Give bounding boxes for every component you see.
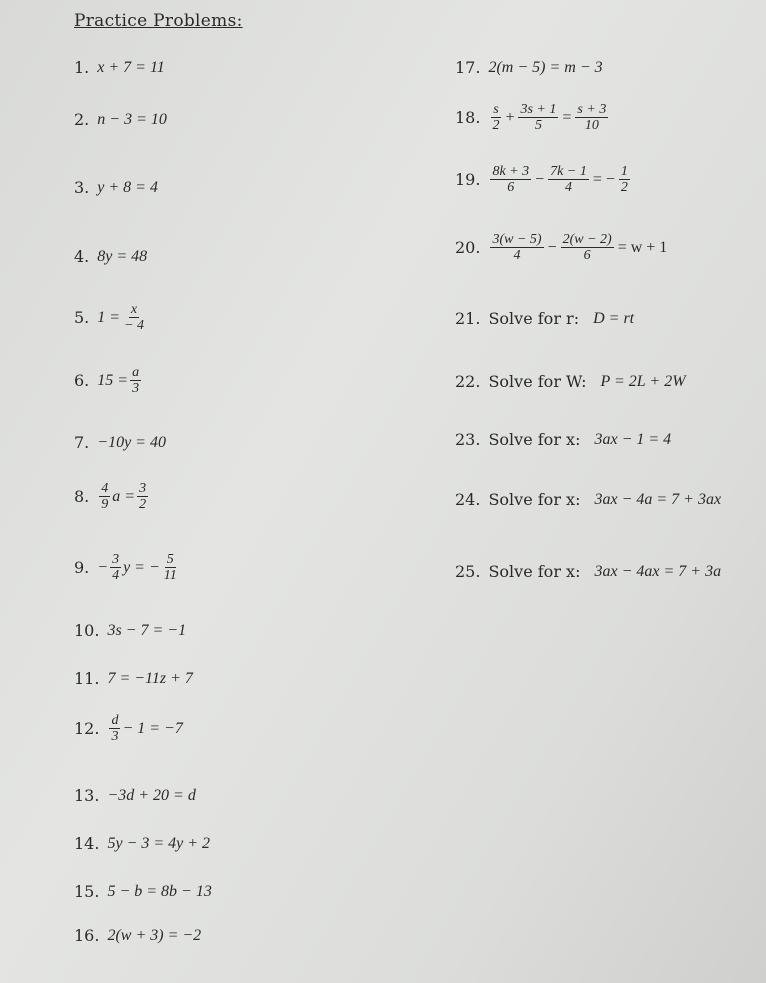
equation: 8y = 48 — [97, 247, 148, 265]
equation: −10y = 40 — [97, 433, 166, 451]
problem-number: 13. — [74, 786, 100, 805]
fraction-numerator: 2(w − 2) — [562, 232, 612, 247]
equation: 3ax − 1 = 4 — [594, 430, 672, 448]
operator: = — [562, 108, 572, 126]
fraction-numerator: 4 — [101, 481, 109, 496]
fraction — [575, 102, 608, 134]
fraction — [490, 232, 543, 264]
equation: 5 − b = 8b − 13 — [107, 882, 212, 900]
fraction-numerator: 3 — [112, 552, 120, 567]
problem-13 — [74, 786, 196, 805]
problem-6 — [74, 365, 143, 397]
fraction — [110, 552, 121, 584]
fraction-denominator: 4 — [112, 568, 120, 584]
fraction-denominator: − 4 — [124, 318, 145, 334]
problem-2 — [74, 110, 167, 129]
fraction-numerator: 3 — [139, 481, 147, 496]
equation — [97, 302, 148, 334]
fraction-numerator: 5 — [166, 552, 174, 567]
problem-8 — [74, 481, 150, 513]
equation — [97, 552, 180, 584]
fraction — [137, 481, 148, 513]
fraction-denominator: 6 — [507, 180, 515, 196]
problem-7 — [74, 433, 166, 452]
equation: P = 2L + 2W — [600, 372, 686, 390]
instruction: Solve for r: — [488, 309, 580, 328]
equation: 2(m − 5) = m − 3 — [488, 58, 603, 76]
fraction-denominator: 10 — [584, 118, 599, 134]
fraction-denominator: 2 — [620, 180, 628, 196]
operator: + — [505, 108, 515, 126]
problem-1 — [74, 58, 165, 77]
fraction — [162, 552, 179, 584]
equation — [488, 232, 669, 264]
problem-14 — [74, 834, 210, 853]
problem-number: 10. — [74, 621, 100, 640]
equation: −3d + 20 = d — [107, 786, 196, 804]
equation-lhs: 1 = — [97, 308, 121, 326]
fraction-numerator: s — [493, 102, 499, 117]
problem-number: 20. — [455, 238, 481, 258]
fraction-numerator: 7k − 1 — [550, 164, 587, 179]
problem-15 — [74, 882, 212, 901]
equation-prefix: − — [97, 558, 109, 576]
equation: y + 8 = 4 — [97, 178, 158, 196]
fraction-numerator: s + 3 — [577, 102, 607, 117]
fraction — [518, 102, 558, 134]
problem-21 — [455, 309, 634, 328]
equation: D = rt — [593, 309, 635, 327]
problem-22 — [455, 372, 686, 391]
problem-number: 22. — [455, 372, 481, 391]
equation-rhs: − 1 = −7 — [122, 719, 183, 737]
fraction-denominator: 3 — [111, 729, 119, 745]
problem-25 — [455, 562, 721, 581]
fraction-denominator: 5 — [534, 118, 542, 134]
problem-number: 9. — [74, 558, 90, 578]
page-title: Practice Problems: — [74, 11, 243, 31]
problem-4 — [74, 247, 147, 266]
fraction — [109, 713, 120, 745]
problem-9 — [74, 552, 181, 584]
problem-number: 19. — [455, 170, 481, 190]
problem-19 — [455, 164, 632, 196]
fraction — [548, 164, 589, 196]
fraction — [561, 232, 614, 264]
fraction — [490, 164, 531, 196]
instruction: Solve for x: — [488, 562, 581, 581]
problem-number: 7. — [74, 433, 90, 452]
fraction — [130, 365, 141, 397]
problem-3 — [74, 178, 158, 197]
problem-12 — [74, 713, 183, 745]
problem-number: 24. — [455, 490, 481, 509]
instruction: Solve for x: — [488, 490, 581, 509]
equation: 2(w + 3) = −2 — [107, 926, 202, 944]
fraction-numerator: d — [111, 713, 119, 728]
problem-18 — [455, 102, 610, 134]
fraction-denominator: 3 — [132, 381, 140, 397]
fraction-denominator: 2 — [492, 118, 500, 134]
fraction — [122, 302, 146, 334]
fraction — [619, 164, 630, 196]
equation: 3ax − 4a = 7 + 3ax — [594, 490, 722, 508]
operator: = − — [592, 170, 615, 188]
problem-number: 23. — [455, 430, 481, 449]
fraction-numerator: 1 — [620, 164, 628, 179]
equation: 5y − 3 = 4y + 2 — [107, 834, 211, 852]
fraction-denominator: 6 — [583, 248, 591, 264]
problem-number: 14. — [74, 834, 100, 853]
equation — [488, 164, 631, 196]
problem-16 — [74, 926, 201, 945]
equation: 7 = −11z + 7 — [107, 669, 193, 687]
equation-lhs: 15 = — [97, 371, 129, 389]
problem-10 — [74, 621, 186, 640]
problem-number: 5. — [74, 308, 90, 328]
fraction-denominator: 4 — [513, 248, 521, 264]
equation: n − 3 = 10 — [97, 110, 167, 128]
operator: = w + 1 — [617, 238, 668, 256]
fraction-numerator: a — [132, 365, 140, 380]
problem-number: 2. — [74, 110, 90, 129]
fraction-numerator: 8k + 3 — [492, 164, 530, 179]
problem-17 — [455, 58, 603, 77]
operator: − — [535, 170, 545, 188]
problem-number: 6. — [74, 371, 90, 391]
problem-number: 3. — [74, 178, 90, 197]
equation: 3s − 7 = −1 — [107, 621, 187, 639]
instruction: Solve for x: — [488, 430, 581, 449]
problem-20 — [455, 232, 669, 264]
fraction-numerator: 3s + 1 — [520, 102, 557, 117]
problem-number: 12. — [74, 719, 100, 739]
fraction-denominator: 4 — [564, 180, 572, 196]
equation-middle: a = — [112, 487, 136, 505]
problem-5 — [74, 302, 148, 334]
equation: 3ax − 4ax = 7 + 3a — [594, 562, 722, 580]
operator: − — [547, 238, 557, 256]
problem-number: 18. — [455, 108, 481, 128]
problem-number: 8. — [74, 487, 90, 507]
problem-number: 21. — [455, 309, 481, 328]
fraction — [490, 102, 501, 134]
problem-number: 4. — [74, 247, 90, 266]
problem-number: 16. — [74, 926, 100, 945]
problem-11 — [74, 669, 193, 688]
problem-number: 1. — [74, 58, 90, 77]
problem-number: 11. — [74, 669, 100, 688]
fraction — [99, 481, 110, 513]
problem-24 — [455, 490, 721, 509]
equation — [107, 713, 182, 745]
problem-number: 15. — [74, 882, 100, 901]
problem-number: 17. — [455, 58, 481, 77]
equation — [97, 481, 150, 513]
problem-23 — [455, 430, 671, 449]
fraction-numerator: 3(w − 5) — [492, 232, 542, 247]
fraction-denominator: 11 — [163, 568, 177, 584]
fraction-numerator: x — [130, 302, 138, 317]
fraction-denominator: 2 — [139, 497, 147, 513]
instruction: Solve for W: — [488, 372, 587, 391]
equation — [488, 102, 610, 134]
equation — [97, 365, 143, 397]
fraction-denominator: 9 — [101, 497, 109, 513]
equation: x + 7 = 11 — [97, 58, 165, 76]
problem-number: 25. — [455, 562, 481, 581]
equation-middle: y = − — [123, 558, 160, 576]
